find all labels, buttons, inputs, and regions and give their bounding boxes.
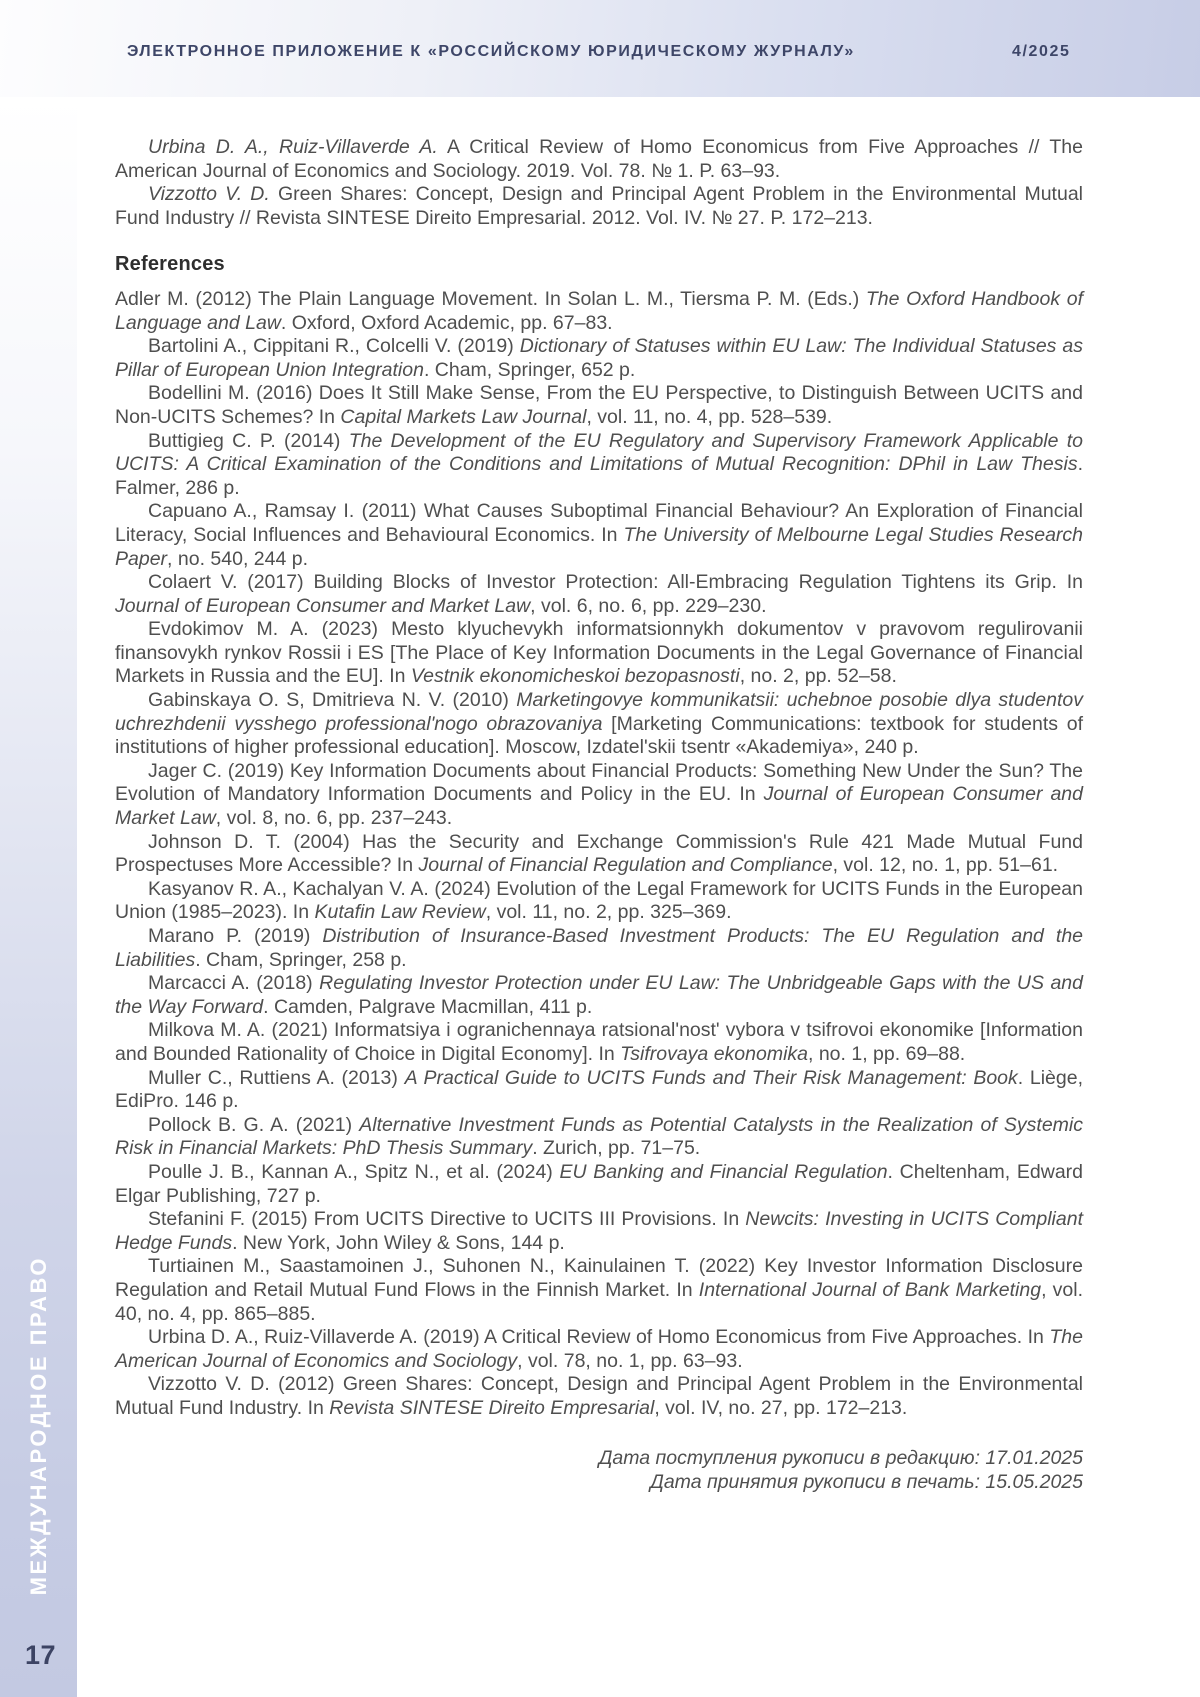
reference-item: Urbina D. A., Ruiz-Villaverde A. (2019) A Critical Review of Homo Economicus from Five Approaches. In The American Journal of Economics and Sociology, vol. 78, no. 1, pp. 63–93. — [115, 1326, 1083, 1372]
reference-item: Kasyanov R. A., Kachalyan V. A. (2024) Evolution of the Legal Framework for UCITS Funds in the European Union (1985–2023). In Kutafin Law Review, vol. 11, no. 2, pp. 325–369. — [115, 877, 1083, 924]
reference-item: Bodellini M. (2016) Does It Still Make Sense, From the EU Perspective, to Distinguish Between UCITS and Non-UCITS Schemes? In Capital Markets Law Journal, vol. 11, no. 4, pp. 528–539. — [115, 382, 1083, 428]
reference-title-italic: Journal of European Consumer and Market Law — [115, 783, 1084, 830]
reference-item: Vizzotto V. D. (2012) Green Shares: Concept, Design and Principal Agent Problem in the Environmental Mutual Fund Industry. In Revista SINTESE Direito Empresarial, vol. IV, no. 27, pp. 172–213. — [115, 1373, 1083, 1419]
reference-title-italic: Vizzotto V. D. — [148, 183, 270, 206]
received-date: Дата поступления рукописи в редакцию: 17.01.2025 — [598, 1447, 1083, 1470]
reference-title-italic: Revista SINTESE Direito Empresarial — [329, 1396, 655, 1419]
reference-title-italic: The Development of the EU Regulatory and Supervisory Framework Applicable to UCITS: A Critical Examination of the Conditions and Limitations of Mutual Recognition: DPhil in Law Thesis — [115, 429, 1083, 476]
section-spine — [0, 97, 77, 1697]
reference-item: Marano P. (2019) Distribution of Insurance-Based Investment Products: The EU Regulation and the Liabilities. Cham, Springer, 258 p. — [115, 925, 1084, 971]
reference-item: Muller C., Ruttiens A. (2013) A Practical Guide to UCITS Funds and Their Risk Management: Book. Liège, EdiPro. 146 p. — [115, 1066, 1083, 1113]
reference-item: Urbina D. A., Ruiz-Villaverde A. A Critical Review of Homo Economicus from Five Approaches // The American Journal of Economics and Sociology. 2019. Vol. 78. № 1. P. 63–93. — [115, 136, 1083, 182]
manuscript-dates — [115, 1447, 1083, 1494]
reference-item: Turtiainen M., Saastamoinen J., Suhonen N., Kainulainen T. (2022) Key Investor Information Disclosure Regulation and Retail Mutual Fund Flows in the Finnish Market. In International Journal of Bank Marketing, vol. 40, no. 4, pp. 865–885. — [115, 1255, 1083, 1325]
reference-title-italic: Marketingovye kommunikatsii: uchebnoe posobie dlya studentov uchrezhdenii vysshego professional'nogo obrazovaniya — [115, 689, 1083, 735]
reference-title-italic: Newcits: Investing in UCITS Compliant Hedge Funds — [115, 1208, 1083, 1254]
journal-title: ЭЛЕКТРОННОЕ ПРИЛОЖЕНИЕ К «РОССИЙСКОМУ ЮРИДИЧЕСКОМУ ЖУРНАЛУ» — [127, 43, 855, 60]
reference-item: Gabinskaya O. S, Dmitrieva N. V. (2010) Marketingovye kommunikatsii: uchebnoe posobie dlya studentov uchrezhdenii vysshego professional'nogo obrazovaniya [Marketing Communications: textbook for students of institutions of higher professional education]. Moscow, Izdatel'skii tsentr «Akademiya», 240 p. — [115, 689, 1083, 759]
reference-title-italic: Vestnik ekonomicheskoi bezopasnosti — [410, 665, 740, 688]
section-label: МЕЖДУНАРОДНОЕ ПРАВО — [25, 1255, 51, 1595]
reference-item: Colaert V. (2017) Building Blocks of Investor Protection: All-Embracing Regulation Tightens its Grip. In Journal of European Consumer and Market Law, vol. 6, no. 6, pp. 229–230. — [115, 571, 1083, 617]
reference-title-italic: Urbina D. A., Ruiz-Villaverde A. — [148, 136, 438, 158]
references-heading: References — [115, 253, 225, 276]
reference-title-italic: Capital Markets Law Journal — [340, 405, 587, 428]
reference-item: Bartolini A., Cippitani R., Colcelli V. (2019) Dictionary of Statuses within EU Law: The Individual Statuses as Pillar of European Union Integration. Cham, Springer, 652 p. — [115, 335, 1083, 381]
reference-item: Adler M. (2012) The Plain Language Movement. In Solan L. M., Tiersma P. M. (Eds.) The Oxford Handbook of Language and Law. Oxford, Oxford Academic, pp. 67–83. — [115, 287, 1083, 334]
reference-title-italic: Regulating Investor Protection under EU Law: The Unbridgeable Gaps with the US and the Way Forward — [115, 972, 1083, 1018]
reference-title-italic: Alternative Investment Funds as Potential Catalysts in the Realization of Systemic Risk in Financial Markets: PhD Thesis Summary — [115, 1113, 1083, 1160]
reference-title-italic: A Practical Guide to UCITS Funds and Their Risk Management: Book — [404, 1066, 1018, 1089]
reference-title-italic: The American Journal of Economics and Sociology — [115, 1326, 1083, 1372]
reference-title-italic: Journal of Financial Regulation and Compliance — [418, 854, 833, 877]
reference-item: Milkova M. A. (2021) Informatsiya i ogranichennaya ratsional'nost' vybora v tsifrovoi ekonomike [Information and Bounded Rationality of Choice in Digital Economy]. In Tsifrovaya ekonomika, no. 1, pp. 69–88. — [115, 1019, 1083, 1065]
reference-item: Johnson D. T. (2004) Has the Security and Exchange Commission's Rule 421 Made Mutual Fund Prospectuses More Accessible? In Journal of Financial Regulation and Compliance, vol. 12, no. 1, pp. 51–61. — [115, 830, 1083, 877]
reference-title-italic: The University of Melbourne Legal Studies Research Paper — [115, 523, 1083, 570]
journal-header — [0, 0, 1200, 97]
reference-item: Stefanini F. (2015) From UCITS Directive to UCITS III Provisions. In Newcits: Investing in UCITS Compliant Hedge Funds. New York, John Wiley & Sons, 144 p. — [115, 1208, 1083, 1254]
accepted-date: Дата принятия рукописи в печать: 15.05.2025 — [650, 1471, 1083, 1494]
bibliography-russian-style — [115, 136, 1083, 230]
reference-title-italic: Journal of European Consumer and Market Law — [115, 594, 531, 617]
references-list — [115, 288, 1083, 1421]
reference-title-italic: EU Banking and Financial Regulation — [559, 1160, 888, 1183]
reference-title-italic: Kutafin Law Review — [314, 901, 486, 924]
page-number: 17 — [25, 1640, 57, 1670]
reference-title-italic: Dictionary of Statuses within EU Law: The Individual Statuses as Pillar of European Union Integration — [115, 335, 1083, 381]
reference-title-italic: Distribution of Insurance-Based Investment Products: The EU Regulation and the Liabilities — [115, 925, 1084, 971]
reference-item: Poulle J. B., Kannan A., Spitz N., et al. (2024) EU Banking and Financial Regulation. Cheltenham, Edward Elgar Publishing, 727 p. — [115, 1160, 1083, 1207]
reference-item: Buttigieg C. P. (2014) The Development of the EU Regulatory and Supervisory Framework Applicable to UCITS: A Critical Examination of the Conditions and Limitations of Mutual Recognition: DPhil in Law Thesis. Falmer, 286 p. — [115, 429, 1083, 499]
journal-issue-number: 4/2025 — [1012, 43, 1071, 60]
reference-title-italic: International Journal of Bank Marketing — [698, 1278, 1042, 1301]
reference-item: Marcacci A. (2018) Regulating Investor Protection under EU Law: The Unbridgeable Gaps with the US and the Way Forward. Camden, Palgrave Macmillan, 411 p. — [115, 972, 1083, 1018]
reference-item: Jager C. (2019) Key Information Documents about Financial Products: Something New Under the Sun? The Evolution of Mandatory Information Documents and Policy in the EU. In Journal of European Consumer and Market Law, vol. 8, no. 6, pp. 237–243. — [115, 759, 1084, 830]
reference-title-italic: The Oxford Handbook of Language and Law — [115, 287, 1083, 334]
article-content — [115, 136, 1083, 1495]
reference-item: Vizzotto V. D. Green Shares: Concept, Design and Principal Agent Problem in the Environmental Mutual Fund Industry // Revista SINTESE Direito Empresarial. 2012. Vol. IV. № 27. P. 172–213. — [115, 183, 1083, 229]
reference-title-italic: Tsifrovaya ekonomika — [620, 1042, 808, 1065]
reference-item: Pollock B. G. A. (2021) Alternative Investment Funds as Potential Catalysts in the Realization of Systemic Risk in Financial Markets: PhD Thesis Summary. Zurich, pp. 71–75. — [115, 1113, 1083, 1160]
reference-item: Capuano A., Ramsay I. (2011) What Causes Suboptimal Financial Behaviour? An Exploration of Financial Literacy, Social Influences and Behavioural Economics. In The University of Melbourne Legal Studies Research Paper, no. 540, 244 p. — [115, 500, 1083, 570]
reference-item: Evdokimov M. A. (2023) Mesto klyuchevykh informatsionnykh dokumentov v pravovom regulirovanii finansovykh rynkov Rossii i ES [The Place of Key Information Documents in the Legal Governance of Financial Markets in Russia and the EU]. In Vestnik ekonomicheskoi bezopasnosti, no. 2, pp. 52–58. — [115, 618, 1083, 688]
